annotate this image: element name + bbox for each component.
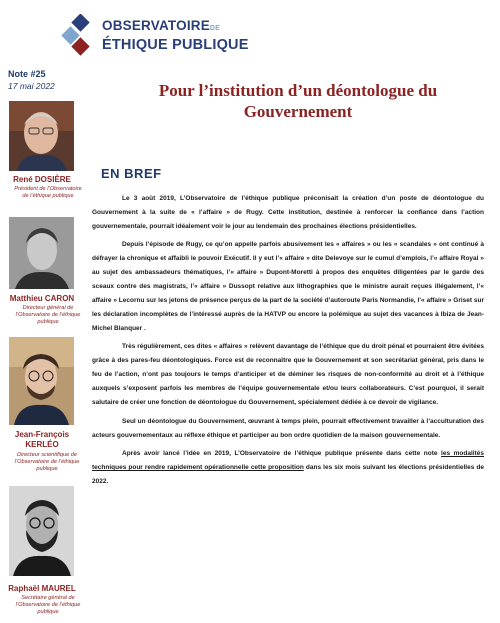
author-role-4: Secrétaire général de l’Observatoire de l’éthique publique xyxy=(15,595,81,615)
author-photo-4 xyxy=(9,486,74,576)
paragraph-2: Depuis l’épisode de Rugy, ce qu’on appelle parfois abusivement les « affaires » ou les « scandales » ont continué à défrayer la chronique et affaibli le pouvoir Exécutif. Il y eut l’« affaire » dite Delevoye sur le cumul d’emplois, l’« affaire Royal » au sujet des ambassadeurs thématiques, l’« affaire » Dupont-Moretti à propos des enquêtes diligentées par le garde des sceaux contre des magistrats, l’« affaire » Dussopt relative aux lithographies que le ministre aurait reçues illégalement, l’« affaire » Lecornu sur les jetons de présence perçus de la part de la société d’autoroute Paris Normandie, l’« affaire » Griset sur les déclaration incomplètes de l’intéressé auprès de la HATVP ou encore la polémique au sujet des vacances à Ibiza de Jean-Michel Blanquer . xyxy=(92,241,484,332)
author-role-1: Président de l’Observatoire de l’éthique publique xyxy=(14,186,82,199)
logo-diamonds-icon xyxy=(60,14,100,58)
page-title: Pour l’institution d’un déontologue du Gouvernement xyxy=(158,81,438,121)
author-photo-1 xyxy=(9,101,74,171)
logo-line1: OBSERVATOIREDE xyxy=(102,18,221,33)
author-photo-3 xyxy=(9,337,74,425)
section-heading: EN BREF xyxy=(101,166,162,181)
author-name-1: René DOSIÈRE xyxy=(13,175,71,184)
logo-line2: ÉTHIQUE PUBLIQUE xyxy=(102,37,249,53)
paragraph-5: Après avoir lancé l’idée en 2019, L’Observatoire de l’éthique publique présente dans cette note les modalités techniques pour rendre rapidement opérationnelle cette proposition dans les six mois suivant les élections présidentielles de 2022. xyxy=(92,450,484,485)
author-role-2: Directeur général de l’Observatoire de l’éthique publique xyxy=(15,305,81,325)
paragraph-4: Seul un déontologue du Gouvernement, œuvrant à temps plein, pourrait effectivement travailler à l’acculturation des acteurs gouvernementaux au réflexe éthique et participer au bon ordre quotidien de la maison gouvernementale. xyxy=(92,417,484,439)
author-photo-2 xyxy=(9,217,74,289)
author-name-4: Raphaël MAUREL xyxy=(8,584,76,593)
paragraph-1: Le 3 août 2019, L’Observatoire de l’éthique publique préconisait la création d’un poste de déontologue du Gouvernement à la suite de « l’affaire » de Rugy. Cette institution, destinée à renforcer la confiance dans l’action gouvernementale, pourrait idéalement voir le jour au lendemain des prochaines élections présidentielles. xyxy=(92,195,484,230)
observatoire-logo xyxy=(60,10,249,62)
author-role-3: Directeur scientifique de l’Observatoire de l’éthique publique xyxy=(14,452,80,472)
note-number: Note #25 xyxy=(8,69,46,79)
paragraph-3: Très régulièrement, ces dites « affaires » relèvent davantage de l’éthique que du droit pénal et pourraient être évitées grâce à des pares-feu déontologiques. Force est de reconnaître que le Gouvernement et son secrétariat général, pris dans le feu de l’action, n’ont pas toujours le temps d’anticiper et de déminer les risques de non-conformité au droit et à l’éthique auxquels s’exposent parfois les membres de l’équipe gouvernementale et/ou leurs collaborateurs. C’est pourquoi, il serait salutaire de créer une fonction de déontologue du Gouvernement, spécialement dédiée à ce devoir de vigilance. xyxy=(92,343,484,407)
proposal-link[interactable]: les modalités techniques pour rendre rapidement opérationnelle cette proposition xyxy=(92,450,484,472)
author-name-3: Jean-François KERLÉO xyxy=(14,430,70,449)
author-name-2: Matthieu CARON xyxy=(9,294,75,303)
summary-text xyxy=(92,192,484,494)
note-date: 17 mai 2022 xyxy=(8,81,55,91)
